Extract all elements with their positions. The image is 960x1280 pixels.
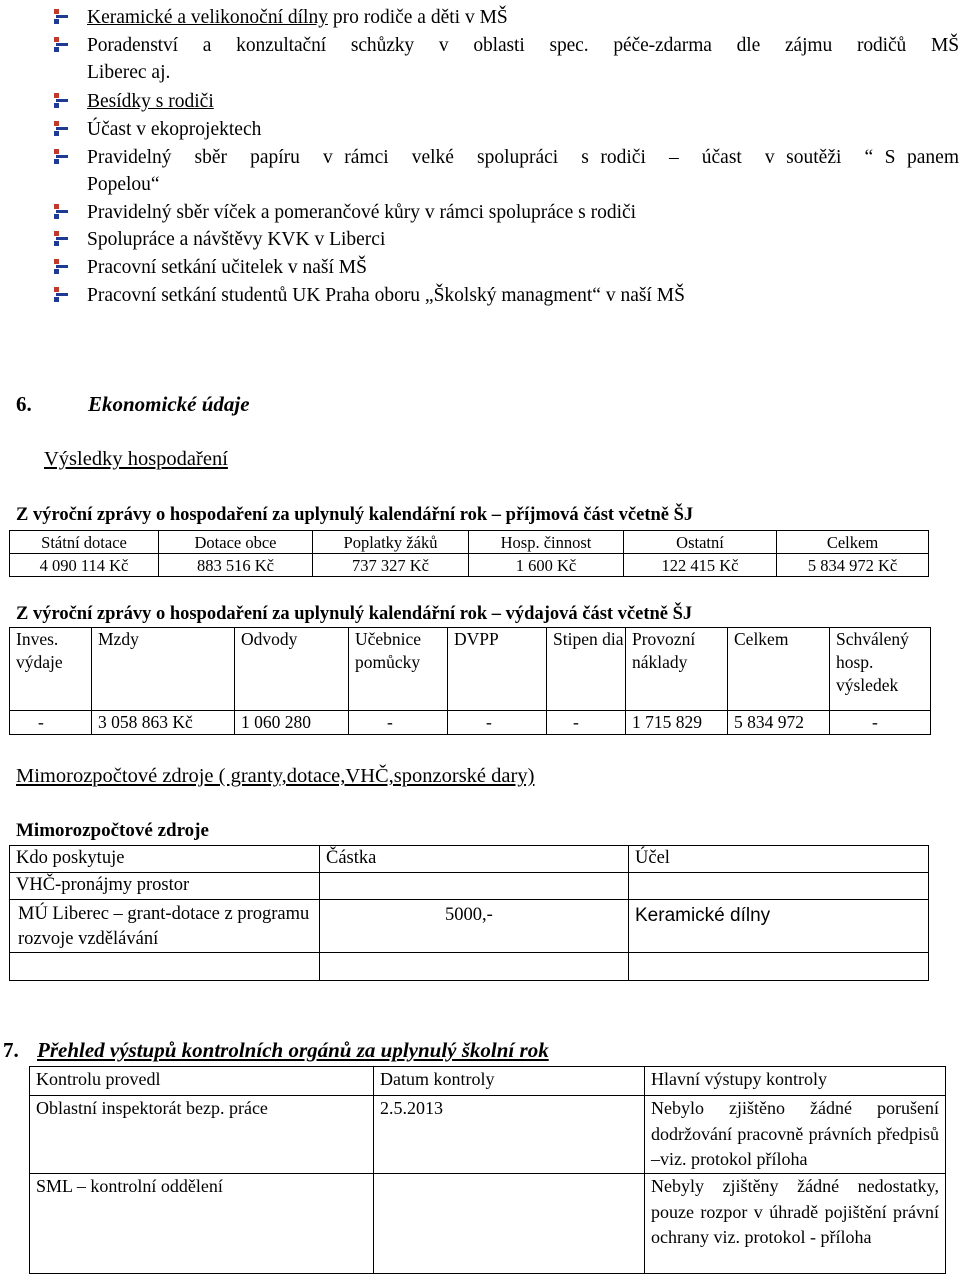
table-header-cell: Celkem [777, 531, 929, 554]
table-cell: VHČ-pronájmy prostor [10, 873, 320, 900]
table-row [10, 873, 929, 900]
table-header-cell: DVPP [448, 628, 547, 711]
table-cell: - [448, 711, 547, 735]
bullet-text: Besídky s rodiči [87, 91, 214, 112]
bullet-text: Poradenství a konzultační schůzky v oblasti spec. péče-zdarma dle zájmu rodičů MŠ [87, 35, 959, 56]
table-header-cell: Kontrolu provedl [30, 1067, 374, 1096]
table-header-cell: Učebnice pomůcky [349, 628, 448, 711]
table-cell: 5000,- [320, 900, 629, 953]
table-cell: - [547, 711, 626, 735]
table-header-cell: Stipen dia [547, 628, 626, 711]
extra-funding-title: Mimorozpočtové zdroje ( granty,dotace,VHČ,sponzorské dary) [16, 765, 535, 787]
bullet-text-cont: Popelou“ [87, 174, 160, 195]
table-header-cell: Schválený hosp. výsledek [830, 628, 931, 711]
table-cell: - [10, 711, 92, 735]
bullet-text-cont: Liberec aj. [87, 62, 171, 83]
bullet-icon [52, 148, 70, 166]
table-header-cell: Inves. výdaje [10, 628, 92, 711]
table-cell [320, 953, 629, 981]
table-cell: 3 058 863 Kč [92, 711, 235, 735]
section-number: 6. [16, 392, 32, 416]
table-cell: SML – kontrolní oddělení [30, 1174, 374, 1274]
table-cell: Oblastní inspektorát bezp. práce [30, 1096, 374, 1174]
table-cell: - [349, 711, 448, 735]
table-cell: Keramické dílny [629, 900, 929, 953]
table-row [10, 531, 929, 554]
table-header-cell: Hlavní výstupy kontroly [645, 1067, 946, 1096]
table-header-cell: Státní dotace [10, 531, 159, 554]
table-row [10, 846, 929, 873]
bullet-text: Keramické a velikonoční dílny [87, 7, 328, 28]
table-row [10, 628, 931, 711]
table-header-cell: Částka [320, 846, 629, 873]
section-number: 7. [3, 1038, 19, 1062]
bullet-icon [52, 120, 70, 138]
table-header-cell: Ostatní [624, 531, 777, 554]
bullet-text: Pravidelný sběr víček a pomerančové kůry v rámci spolupráce s rodiči [87, 202, 637, 223]
table-row [10, 554, 929, 577]
expense-table [9, 627, 931, 735]
table-header-cell: Odvody [235, 628, 349, 711]
bullet-icon [52, 8, 70, 26]
table-cell: 1 060 280 [235, 711, 349, 735]
table-cell: 4 090 114 Kč [10, 554, 159, 577]
section-title: Přehled výstupů kontrolních orgánů za uplynulý školní rok [37, 1038, 549, 1062]
table-cell: MÚ Liberec – grant-dotace z programu rozvoje vzdělávání [10, 900, 320, 953]
bullet-icon [52, 230, 70, 248]
table-row [30, 1067, 946, 1096]
table-cell: 122 415 Kč [624, 554, 777, 577]
results-subtitle: Výsledky hospodaření [44, 448, 228, 470]
table-header-cell: Provozní náklady [626, 628, 728, 711]
table-cell [629, 953, 929, 981]
table-row [10, 953, 929, 981]
table-header-cell: Mzdy [92, 628, 235, 711]
table-cell: 737 327 Kč [313, 554, 469, 577]
bullet-text: Účast v ekoprojektech [87, 119, 262, 140]
table-header-cell: Dotace obce [159, 531, 313, 554]
table-header-cell: Účel [629, 846, 929, 873]
table-header-cell: Hosp. činnost [469, 531, 624, 554]
bullet-text-rest: pro rodiče a děti v MŠ [327, 7, 508, 28]
bullet-text: Pracovní setkání učitelek v naší MŠ [87, 257, 367, 278]
table-row [10, 711, 931, 735]
section-6-heading [16, 392, 416, 422]
section-7-heading [3, 1038, 549, 1063]
bullet-icon [52, 92, 70, 110]
table-cell [629, 873, 929, 900]
extra-funding-table [9, 845, 929, 981]
table-header-cell: Datum kontroly [374, 1067, 645, 1096]
table-cell: 5 834 972 Kč [777, 554, 929, 577]
income-heading: Z výroční zprávy o hospodaření za uplynulý kalendářní rok – příjmová část včetně ŠJ [16, 505, 694, 525]
table-cell: 1 715 829 [626, 711, 728, 735]
bullet-icon [52, 286, 70, 304]
income-table [9, 530, 929, 577]
table-header-cell: Celkem [728, 628, 830, 711]
extra-table-title: Mimorozpočtové zdroje [16, 820, 209, 841]
table-cell [10, 953, 320, 981]
table-cell [374, 1174, 645, 1274]
table-cell: - [830, 711, 931, 735]
table-row [30, 1096, 946, 1174]
bullet-text: Pracovní setkání studentů UK Praha oboru „Školský managment“ v naší MŠ [87, 285, 685, 306]
table-header-cell: Kdo poskytuje [10, 846, 320, 873]
table-row [30, 1174, 946, 1274]
table-header-cell: Poplatky žáků [313, 531, 469, 554]
table-row [10, 900, 929, 953]
table-cell: Nebyly zjištěny žádné nedostatky, pouze rozpor v úhradě pojištění právní ochrany viz. protokol - příloha [645, 1174, 946, 1274]
bullet-icon [52, 203, 70, 221]
table-cell: Nebylo zjištěno žádné porušení dodržování pracovně právních předpisů –viz. protokol příloha [645, 1096, 946, 1174]
bullet-text: Pravidelný sběr papíru v rámci velké spolupráci s rodiči – účast v soutěži “ S panem [87, 147, 959, 168]
table-cell [320, 873, 629, 900]
bullet-icon [52, 258, 70, 276]
table-cell: 1 600 Kč [469, 554, 624, 577]
inspections-table [29, 1066, 946, 1274]
table-cell: 2.5.2013 [374, 1096, 645, 1174]
table-cell: 883 516 Kč [159, 554, 313, 577]
table-cell: 5 834 972 [728, 711, 830, 735]
bullet-text: Spolupráce a návštěvy KVK v Liberci [87, 229, 386, 250]
expense-heading: Z výroční zprávy o hospodaření za uplynulý kalendářní rok – výdajová část včetně ŠJ [16, 604, 693, 624]
bullet-icon [52, 36, 70, 54]
section-title: Ekonomické údaje [88, 392, 250, 416]
